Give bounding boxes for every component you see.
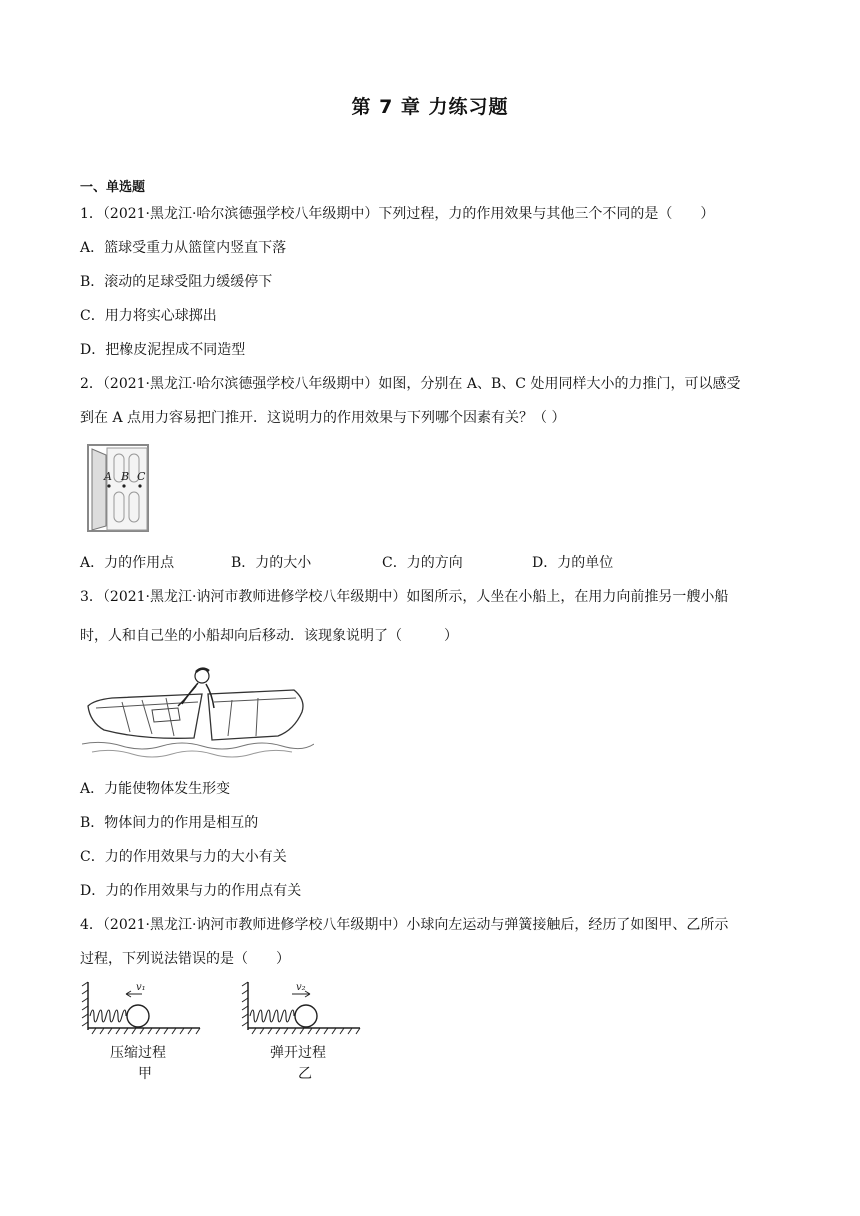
question-2-stem-line-2: 到在 A 点用力容易把门推开．这说明力的作用效果与下列哪个因素有关？（ ） — [80, 410, 566, 426]
question-1-option-d: D．把橡皮泥捏成不同造型 — [80, 342, 246, 358]
door-figure — [84, 442, 154, 534]
question-3-stem-line-1: 3．（2021·黑龙江·讷河市教师进修学校八年级期中）如图所示，人坐在小船上，在用力向前推另一艘小船 — [80, 589, 729, 605]
question-1-stem: 1．（2021·黑龙江·哈尔滨德强学校八年级期中）下列过程，力的作用效果与其他三个不同的是（ ） — [80, 206, 715, 222]
question-3-option-c: C．力的作用效果与力的大小有关 — [80, 849, 287, 865]
question-3-option-d: D．力的作用效果与力的作用点有关 — [80, 883, 302, 899]
door-label-a: A — [104, 470, 112, 483]
question-3-option-b: B．物体间力的作用是相互的 — [80, 815, 259, 831]
door-label-b: B — [121, 470, 130, 483]
spring-figure-compression — [80, 978, 204, 1036]
question-4-stem-line-1: 4．（2021·黑龙江·讷河市教师进修学校八年级期中）小球向左运动与弹簧接触后，经历了如图甲、乙所示 — [80, 917, 729, 933]
question-2-option-b: B．力的大小 — [231, 555, 312, 571]
question-1-option-b: B．滚动的足球受阻力缓缓停下 — [80, 274, 273, 290]
caption-jia: 甲 — [138, 1066, 152, 1082]
question-3-stem-line-2: 时，人和自己坐的小船却向后移动．该现象说明了（ ） — [80, 628, 458, 644]
question-2-stem-line-1: 2．（2021·黑龙江·哈尔滨德强学校八年级期中）如图，分别在 A、B、C 处用同样大小的力推门，可以感受 — [80, 376, 741, 392]
caption-release: 弹开过程 — [270, 1045, 326, 1061]
spring-figure-release — [240, 978, 364, 1036]
question-2-option-a: A．力的作用点 — [80, 555, 175, 571]
question-2-option-c: C．力的方向 — [382, 555, 463, 571]
question-1-option-c: C．用力将实心球掷出 — [80, 308, 217, 324]
caption-yi: 乙 — [298, 1066, 312, 1082]
velocity-label-v2: v₂ — [296, 982, 306, 993]
question-4-stem-line-2: 过程，下列说法错误的是（ ） — [80, 951, 290, 967]
question-1-option-a: A．篮球受重力从篮筐内竖直下落 — [80, 240, 287, 256]
question-3-option-a: A．力能使物体发生形变 — [80, 781, 231, 797]
caption-compression: 压缩过程 — [110, 1045, 166, 1061]
velocity-label-v1: v₁ — [136, 982, 146, 993]
section-heading: 一、单选题 — [80, 180, 146, 195]
boats-figure — [82, 660, 314, 760]
door-label-c: C — [137, 470, 146, 483]
page-title: 第 7 章 力练习题 — [351, 96, 509, 118]
question-2-option-d: D．力的单位 — [532, 555, 614, 571]
